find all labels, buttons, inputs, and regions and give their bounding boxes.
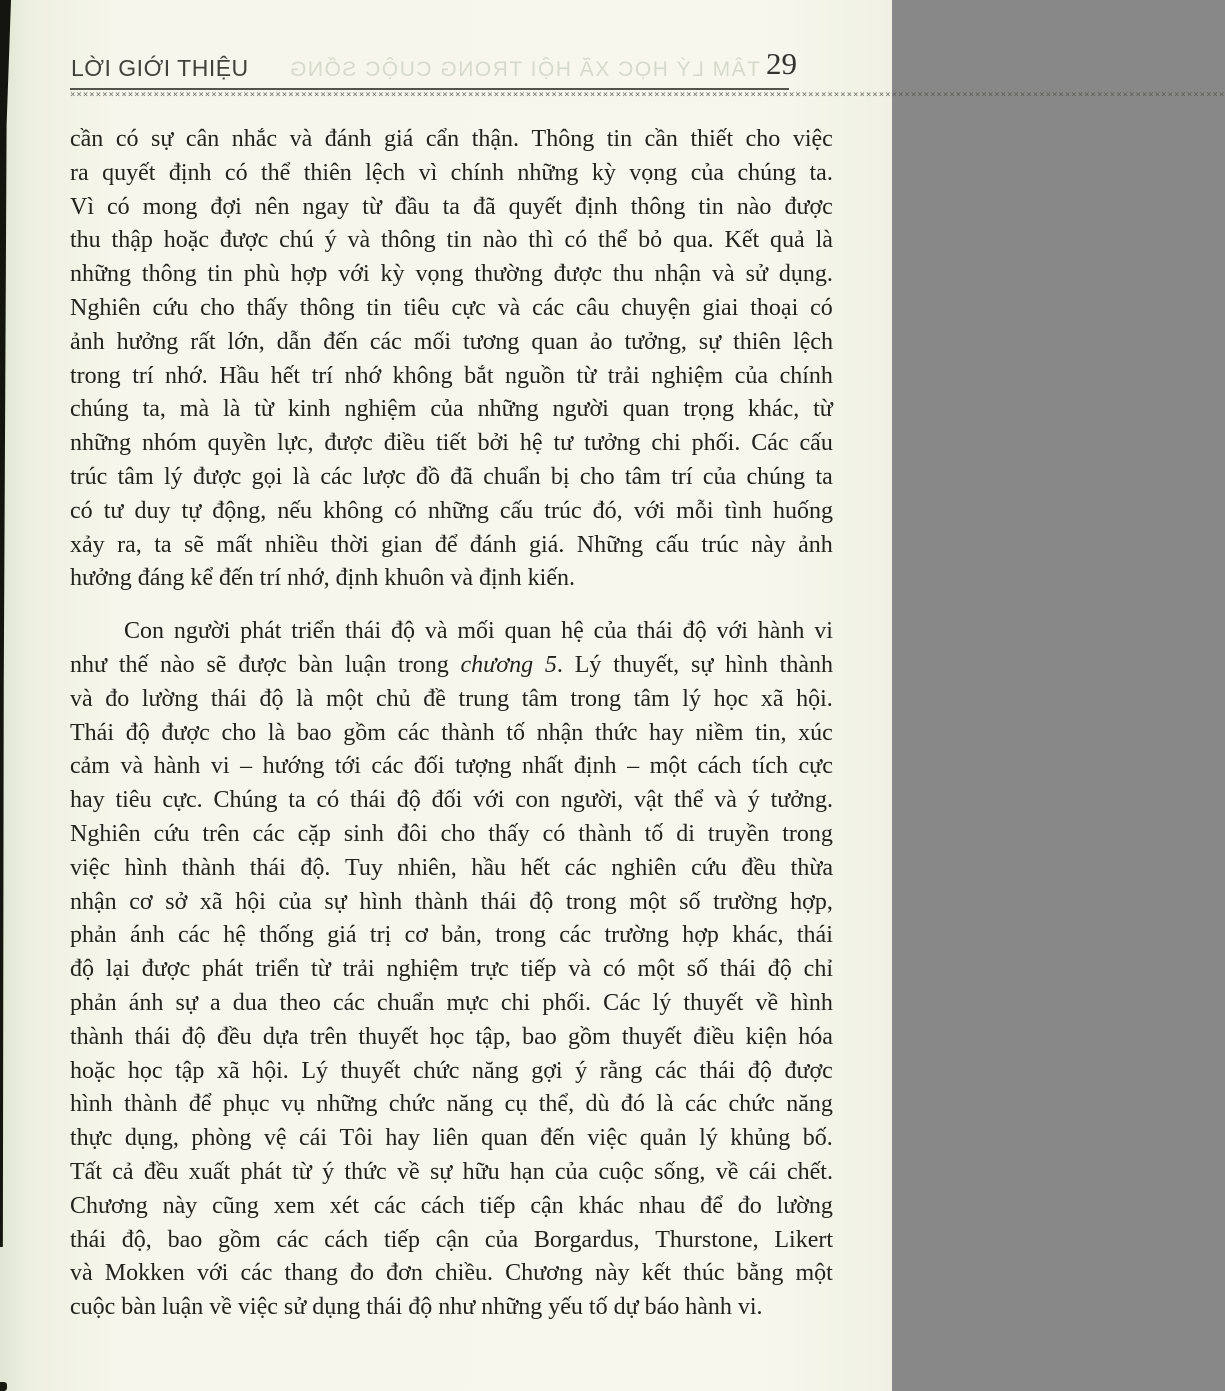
body-text	[70, 123, 833, 1325]
text-line: Nghiên cứu trên các cặp sinh đôi cho thấy có thành tố di truyền trong	[70, 820, 833, 847]
text-line: Thái độ được cho là bao gồm các thành tố nhận thức hay niềm tin, xúc	[70, 719, 833, 746]
text-line: việc hình thành thái độ. Tuy nhiên, hầu hết các nghiên cứu đều thừa	[70, 854, 833, 881]
text-line: độ lại được phát triển từ trải nghiệm trực tiếp và có một số thái độ chỉ	[70, 956, 833, 983]
text-line: Vì có mong đợi nên ngay từ đầu ta đã quyết định thông tin nào được	[70, 193, 833, 220]
text-line: Tất cả đều xuất phát từ ý thức về sự hữu hạn của cuộc sống, về cái chết.	[70, 1158, 833, 1185]
text-line: hưởng đáng kể đến trí nhớ, định khuôn và định kiến.	[70, 565, 575, 592]
text-line: trong trí nhớ. Hầu hết trí nhớ không bắt nguồn từ trải nghiệm của chính	[70, 362, 833, 389]
paragraph	[70, 615, 833, 1325]
text-line: nhận cơ sở xã hội của sự hình thành thái độ trong một số trường hợp,	[70, 888, 833, 915]
page-number: 29	[766, 46, 797, 81]
text-line: thái độ, bao gồm các cách tiếp cận của Borgardus, Thurstone, Likert	[70, 1226, 833, 1253]
text-line: trúc tâm lý được gọi là các lược đồ đã chuẩn bị cho tâm trí của chúng ta	[70, 463, 833, 490]
text-line: chúng ta, mà là từ kinh nghiệm của những người quan trọng khác, từ	[70, 396, 833, 423]
text-line: Chương này cũng xem xét các cách tiếp cận khác nhau để đo lường	[70, 1192, 833, 1219]
text-line: thu thập hoặc được chú ý và thông tin nào thì có thể bỏ qua. Kết quả là	[70, 227, 833, 254]
text-line: hay tiêu cực. Chúng ta có thái độ đối với con người, vật thể và ý tưởng.	[70, 787, 833, 814]
scan-edge-artifact	[0, 0, 11, 1247]
text-line: hình thành để phục vụ những chức năng cụ thể, dù đó là các chức năng	[70, 1091, 833, 1118]
paragraph	[70, 123, 833, 596]
scan-speck	[0, 1382, 7, 1391]
text-line: thành thái độ đều dựa trên thuyết học tập, bao gồm thuyết điều kiện hóa	[70, 1023, 833, 1050]
text-line: có tư duy tự động, nếu không có những cấu trúc đó, với mỗi tình huống	[70, 497, 833, 524]
running-head-title: LỜI GIỚI THIỆU	[71, 55, 249, 81]
text-line: những thông tin phù hợp với kỳ vọng thường được thu nhận và sử dụng.	[70, 261, 833, 288]
text-line: Nghiên cứu cho thấy thông tin tiêu cực và các câu chuyện giai thoại có	[70, 294, 833, 321]
text-line: xảy ra, ta sẽ mất nhiều thời gian để đánh giá. Những cấu trúc này ảnh	[70, 531, 833, 558]
text-line: và Mokken với các thang đo đơn chiều. Chương này kết thúc bằng một	[70, 1260, 833, 1287]
text-line: phản ánh sự a dua theo các chuẩn mực chi phối. Các lý thuyết về hình	[70, 989, 833, 1016]
text-line: phản ánh các hệ thống giá trị cơ bản, trong các trường hợp khác, thái	[70, 922, 833, 949]
text-line: những nhóm quyền lực, được điều tiết bởi hệ tư tưởng chi phối. Các cấu	[70, 430, 833, 457]
text-line: ảnh hưởng rất lớn, dẫn đến các mối tương quan ảo tưởng, sự thiên lệch	[70, 328, 833, 355]
chain-ornament: ××××××××××××××××××××××××××××××××××××××××××××××××××××××××××××××××××××××××××××××××××××××××××××××××××××××××××××××××××××××××××××××××××××××××××××××××××××××××××××××××××××××××××××××××××××	[70, 90, 1225, 100]
text-line: cảm và hành vi – hướng tới các đối tượng nhất định – một cách tích cực	[70, 753, 833, 780]
text-line: ra quyết định có thể thiên lệch vì chính những kỳ vọng của chúng ta.	[70, 159, 833, 186]
text-line: Con người phát triển thái độ và mối quan hệ của thái độ với hành vi	[124, 618, 833, 645]
text-line: cần có sự cân nhắc và đánh giá cẩn thận. Thông tin cần thiết cho việc	[70, 126, 833, 152]
bleed-through-text: TÂM LÝ HỌC XÃ HỘI TRONG CUỘC SỐNG	[288, 58, 760, 81]
text-line: thực dụng, phòng vệ cái Tôi hay liên quan đến việc quản lý khủng bố.	[70, 1125, 833, 1152]
text-line: và đo lường thái độ là một chủ đề trung tâm trong tâm lý học xã hội.	[70, 685, 833, 712]
text-line: hoặc học tập xã hội. Lý thuyết chức năng gợi ý rằng các thái độ được	[70, 1057, 833, 1084]
header-rule	[70, 88, 1225, 101]
text-line: như thế nào sẽ được bàn luận trong chương 5. Lý thuyết, sự hình thành	[70, 651, 833, 678]
text-line: cuộc bàn luận về việc sử dụng thái độ như những yếu tố dự báo hành vi.	[70, 1294, 763, 1321]
